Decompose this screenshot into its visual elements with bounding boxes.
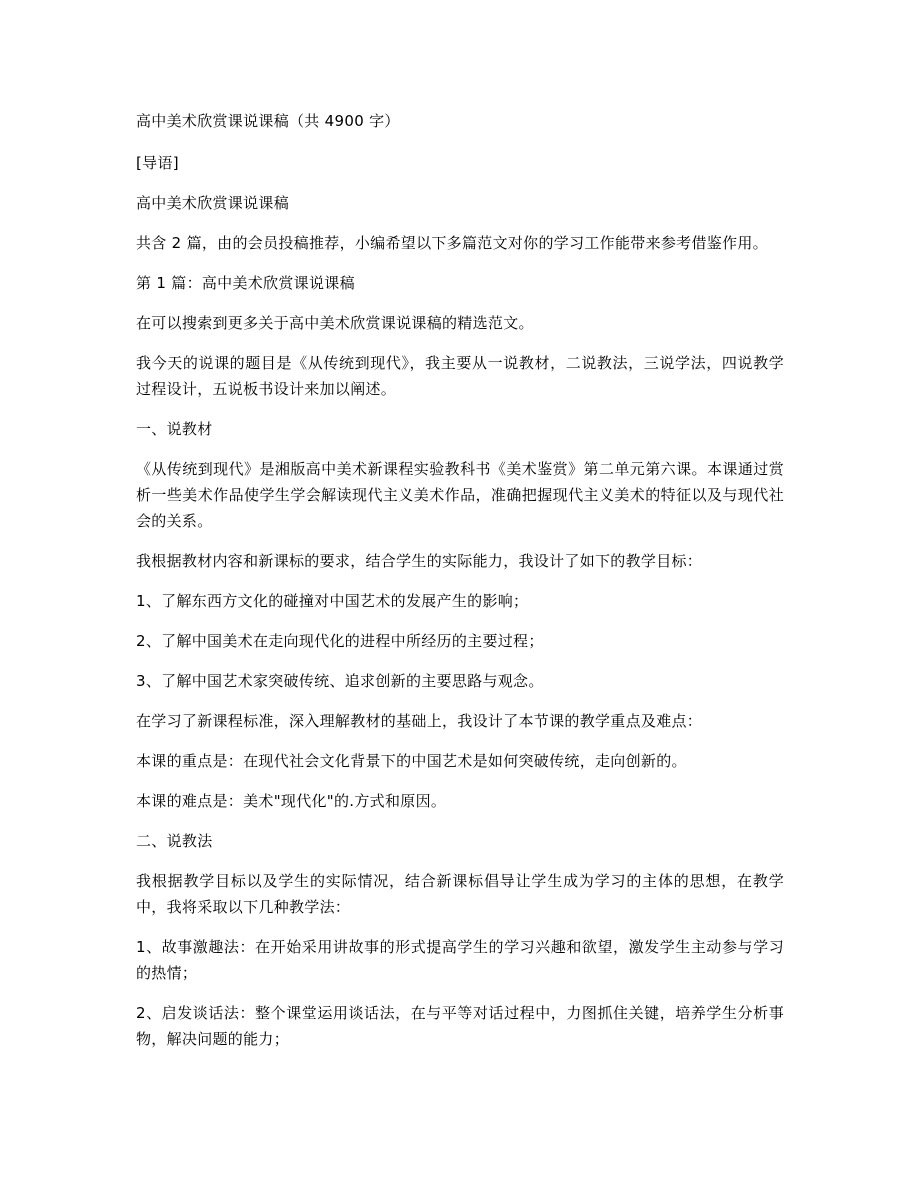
paragraph: 共含 2 篇，由的会员投稿推荐，小编希望以下多篇范文对你的学习工作能带来参考借鉴作用。 — [136, 234, 768, 252]
list-item: 1、故事激趣法：在开始采用讲故事的形式提高学生的学习兴趣和欲望，激发学生主动参与学习的热情； — [136, 938, 784, 982]
paragraph: 本课的难点是：美术"现代化"的.方式和原因。 — [136, 792, 447, 810]
document-page — [136, 108, 784, 1066]
section-heading: 一、说教材 — [136, 420, 213, 438]
paragraph: 我根据教学目标以及学生的实际情况，结合新课标倡导让学生成为学习的主体的思想，在教学中，我将采取以下几种教学法： — [136, 872, 784, 916]
paragraph: 在可以搜索到更多关于高中美术欣赏课说课稿的精选范文。 — [136, 314, 534, 332]
list-item: 3、了解中国艺术家突破传统、追求创新的主要思路与观念。 — [136, 672, 544, 690]
document-title: 高中美术欣赏课说课稿（共 4900 字） — [136, 112, 400, 130]
intro-tag: [导语] — [136, 154, 179, 172]
subtitle: 高中美术欣赏课说课稿 — [136, 194, 290, 212]
paragraph: 在学习了新课程标准，深入理解教材的基础上，我设计了本节课的教学重点及难点： — [136, 712, 703, 730]
paragraph: 本课的重点是：在现代社会文化背景下的中国艺术是如何突破传统，走向创新的。 — [136, 752, 687, 770]
chapter-heading: 第 1 篇：高中美术欣赏课说课稿 — [136, 274, 355, 292]
paragraph: 《从传统到现代》是湘版高中美术新课程实验教科书《美术鉴赏》第二单元第六课。本课通过赏析一些美术作品使学生学会解读现代主义美术作品，准确把握现代主义美术的特征以及与现代社会的关系。 — [136, 460, 784, 530]
section-heading: 二、说教法 — [136, 832, 213, 850]
list-item: 1、了解东西方文化的碰撞对中国艺术的发展产生的影响； — [136, 592, 529, 610]
paragraph: 我根据教材内容和新课标的要求，结合学生的实际能力，我设计了如下的教学目标： — [136, 552, 703, 570]
list-item: 2、了解中国美术在走向现代化的进程中所经历的主要过程； — [136, 632, 544, 650]
list-item: 2、启发谈话法：整个课堂运用谈话法，在与平等对话过程中，力图抓住关键，培养学生分析事物，解决问题的能力； — [136, 1004, 784, 1048]
paragraph: 我今天的说课的题目是《从传统到现代》，我主要从一说教材，二说教法，三说学法，四说教学过程设计，五说板书设计来加以阐述。 — [136, 354, 784, 398]
